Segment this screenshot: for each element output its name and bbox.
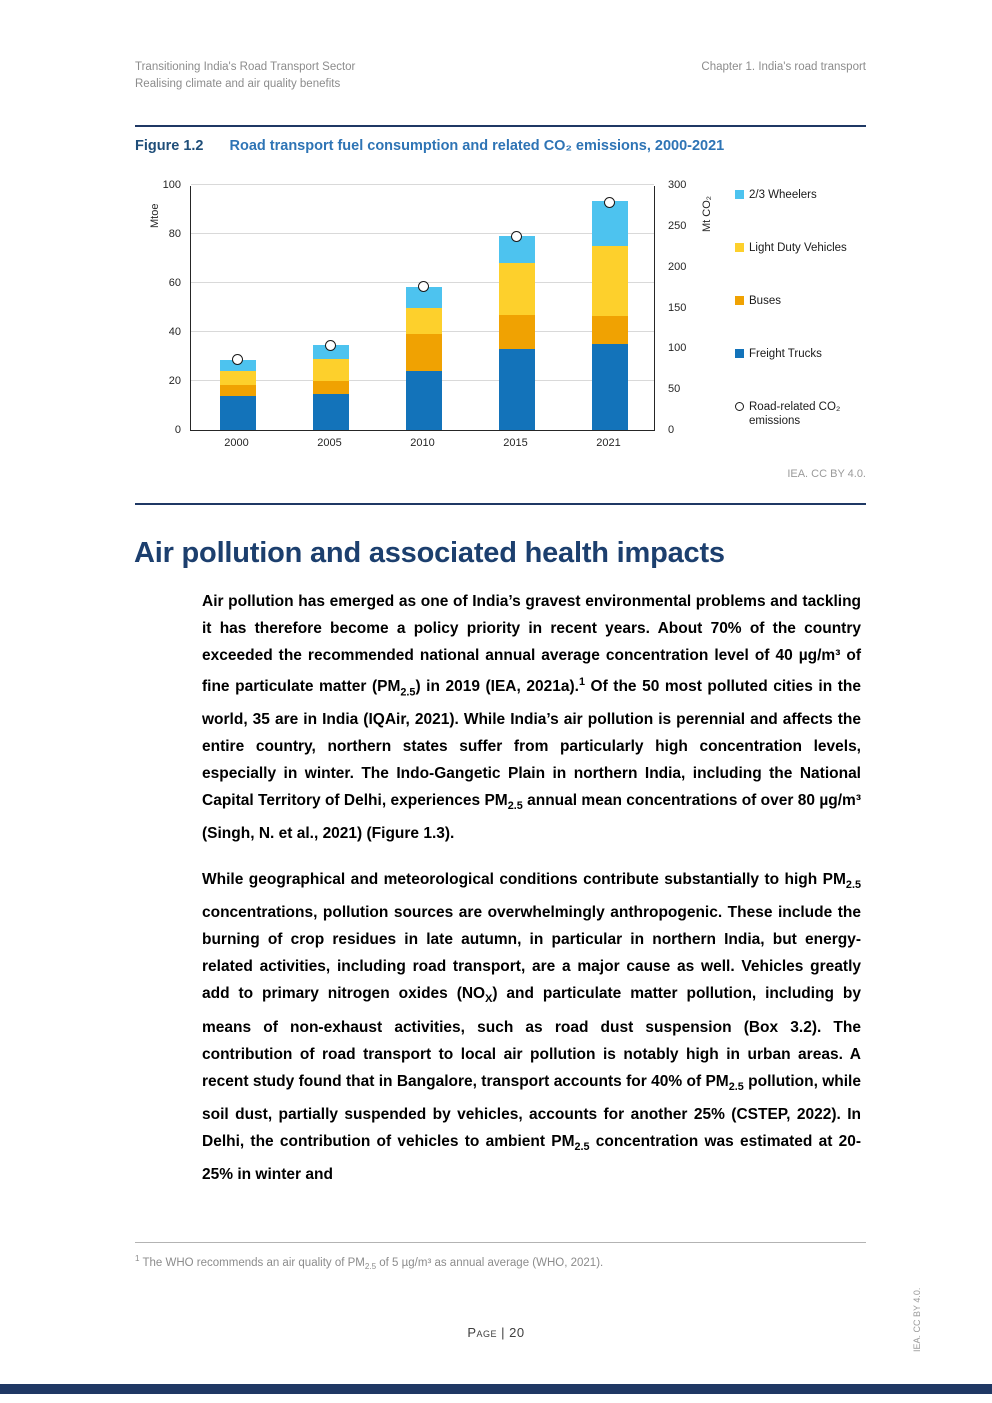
right-axis-tick-label: 200	[668, 260, 687, 273]
right-axis-title: Mt CO₂	[701, 195, 713, 232]
legend-item	[735, 347, 867, 361]
legend-label: Buses	[749, 295, 781, 307]
bottom-accent-bar	[0, 1384, 992, 1394]
legend-label: Freight Trucks	[749, 348, 822, 360]
bar-segment-freight-trucks	[313, 394, 349, 430]
legend-item	[735, 241, 867, 255]
co2-marker-icon	[735, 402, 744, 411]
x-axis-category-label: 2005	[317, 437, 342, 449]
right-axis-tick-label: 0	[668, 424, 675, 436]
bar-segment-buses	[592, 316, 628, 344]
right-axis-tick-label: 150	[668, 301, 687, 314]
legend-swatch-icon	[735, 190, 744, 199]
x-axis-category-label: 2000	[224, 437, 249, 449]
bar-segment-freight-trucks	[499, 349, 535, 430]
x-axis-labels	[190, 437, 655, 453]
bar-segment-freight-trucks	[220, 396, 256, 430]
section-heading: Air pollution and associated health impacts	[134, 537, 725, 569]
left-axis-tick-label: 0	[174, 424, 181, 436]
plot-area	[190, 186, 655, 431]
side-credit: IEA. CC BY 4.0.	[912, 1287, 922, 1352]
bar-segment-buses	[220, 385, 256, 396]
page-header	[135, 59, 866, 93]
body-paragraph: Air pollution has emerged as one of India’s gravest environmental problems and tackling it has therefore become a policy priority in recent years. About 70% of the country exceeded the recommended national annual average concentration level of 40 µg/m³ of fine particulate matter $(PM_{2.5})$ in 2019 (IEA, 2021a).$^1$ Of the 50 most polluted cities in the world, 35 are in India (IQAir, 2021). While India’s air pollution is perennial and affects the entire country, northern states suffer from particularly high concentration levels, especially in winter. The Indo-Gangetic Plain in northern India, including the National Capital Territory of Delhi, experiences $PM_{2.5}$ annual mean concentrations of over 80 µg/m³ (Singh, N. et al., 2021) (Figure 1.3).	[202, 593, 862, 843]
right-axis-tick-label: 50	[668, 383, 681, 396]
co2-emissions-marker	[418, 281, 429, 292]
legend-label: Light Duty Vehicles	[749, 242, 847, 254]
bar-segment-light-duty-vehicles	[220, 371, 256, 384]
left-axis-tick-label: 60	[168, 277, 181, 289]
right-axis-tick-label: 300	[668, 179, 687, 191]
legend-label: 2/3 Wheelers	[749, 189, 817, 201]
x-axis-category-label: 2021	[596, 437, 621, 449]
legend-item	[735, 294, 867, 308]
section-divider	[135, 503, 866, 505]
left-axis-title: Mtoe	[149, 203, 161, 228]
legend-swatch-icon	[735, 296, 744, 305]
legend-label: Road-related CO₂ emissions	[749, 401, 841, 427]
gridline	[191, 184, 654, 185]
gridline	[191, 233, 654, 234]
figure-title: Road transport fuel consumption and related CO₂ emissions, 2000-2021	[229, 138, 725, 154]
x-axis-category-label: 2010	[410, 437, 435, 449]
bar-segment-light-duty-vehicles	[592, 246, 628, 316]
header-right: Chapter 1. India's road transport	[701, 61, 866, 73]
legend-swatch-icon	[735, 243, 744, 252]
right-axis-tick-label: 250	[668, 219, 687, 232]
legend-swatch-icon	[735, 349, 744, 358]
chart-legend	[735, 188, 867, 428]
left-axis-tick-label: 100	[162, 179, 181, 191]
header-left-line1: Transitioning India's Road Transport Sector	[135, 61, 356, 73]
left-axis-ticks	[157, 179, 187, 436]
left-axis-tick-label: 80	[168, 228, 181, 240]
left-axis-tick-label: 40	[168, 326, 181, 338]
legend-item	[735, 400, 867, 428]
figure-chart	[135, 176, 866, 488]
right-axis-tick-label: 100	[668, 342, 687, 355]
right-axis-ticks	[662, 179, 692, 436]
x-axis-category-label: 2015	[503, 437, 528, 449]
bar-segment-buses	[406, 334, 442, 371]
body-paragraph: While geographical and meteorological conditions contribute substantially to high $PM_{2.5}$ concentrations, pollution sources are overwhelmingly anthropogenic. These include the burning of crop residues in late autumn, in particular in northern India, but energy-related activities, including road transport, are a major cause as well. Vehicles greatly add to primary nitrogen oxides $(NO_X)$ and particulate matter pollution, including by means of non-exhaust activities, such as road dust suspension (Box 3.2). The contribution of road transport to local air pollution is notably high in urban areas. A recent study found that in Bangalore, transport accounts for 40% of $PM_{2.5}$ pollution, while soil dust, partially suspended by vehicles, accounts for another 25% (CSTEP, 2022). In Delhi, the contribution of vehicles to ambient $PM_{2.5}$ concentration was estimated at 20-25% in winter and	[202, 871, 862, 1183]
left-axis-tick-label: 20	[168, 375, 181, 387]
page-number: Page | 20	[467, 1325, 525, 1340]
header-left-line2: Realising climate and air quality benefits	[135, 78, 341, 90]
bar-segment-freight-trucks	[592, 344, 628, 430]
footnote-separator	[135, 1242, 866, 1243]
header-left	[135, 59, 355, 93]
bar-segment-light-duty-vehicles	[313, 359, 349, 381]
bar-segment-light-duty-vehicles	[499, 263, 535, 314]
footnote: $^1$ The WHO recommends an air quality of $PM_{2.5}$ of 5 µg/m³ as annual average (WHO, 2021).	[135, 1254, 604, 1272]
figure-caption	[135, 138, 866, 154]
body-content	[202, 588, 861, 1207]
bar-segment-freight-trucks	[406, 371, 442, 430]
top-divider	[135, 125, 866, 127]
bar-segment-light-duty-vehicles	[406, 308, 442, 335]
chart-credit: IEA. CC BY 4.0.	[787, 468, 866, 480]
figure-label: Figure 1.2	[135, 138, 204, 154]
legend-item	[735, 188, 867, 202]
bar-segment-buses	[499, 315, 535, 349]
co2-emissions-marker	[511, 231, 522, 242]
bar-segment-buses	[313, 381, 349, 394]
